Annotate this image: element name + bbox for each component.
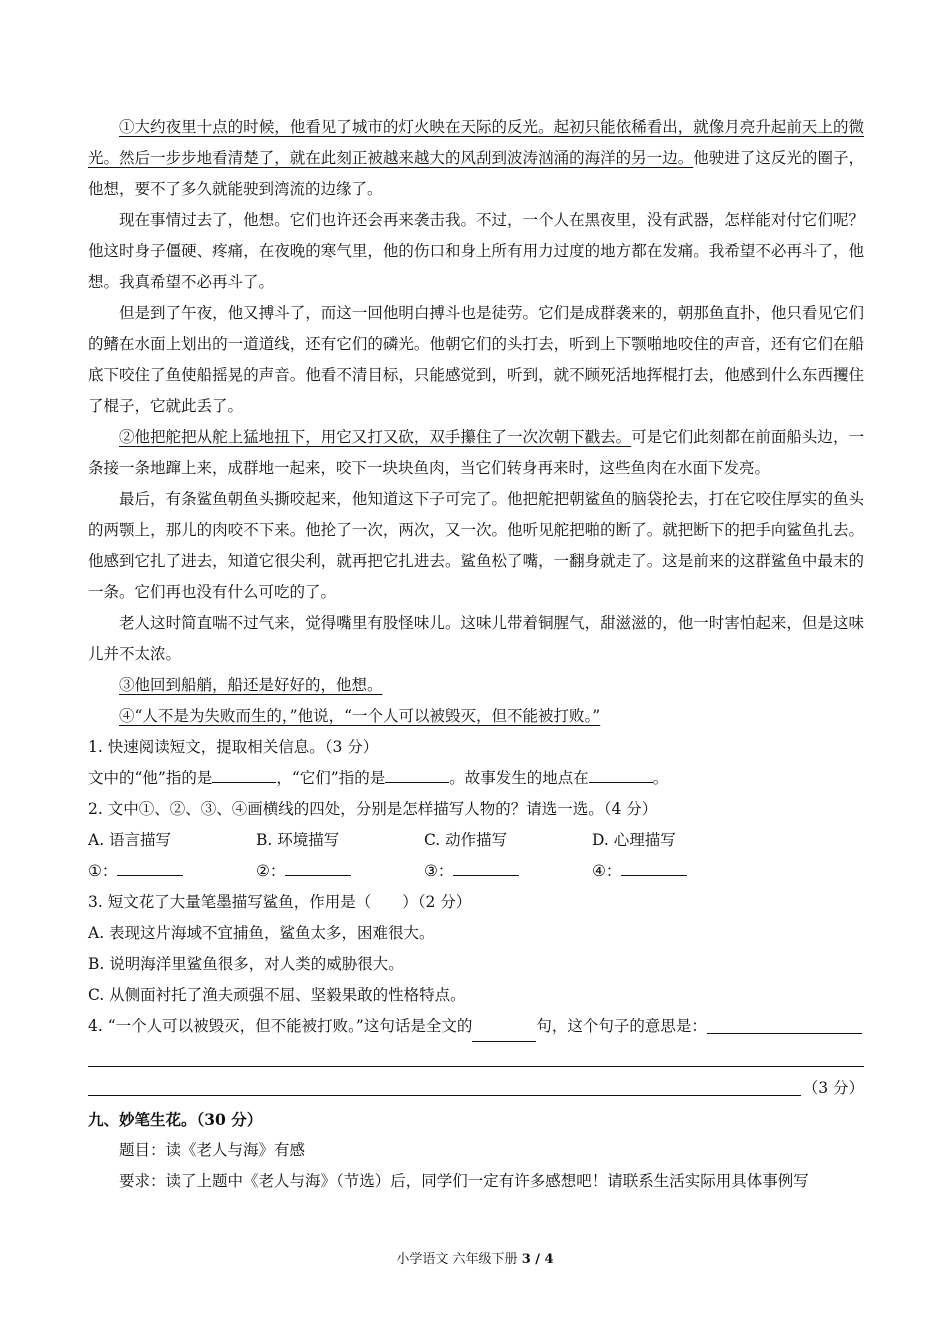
answer-blank-3[interactable] — [453, 859, 519, 876]
answer-blank-he[interactable] — [212, 766, 276, 783]
answer-blank-tamen[interactable] — [385, 766, 449, 783]
question-2-title: 2. 文中①、②、③、④画横线的四处，分别是怎样描写人物的？请选一选。（4 分） — [88, 800, 658, 818]
question-4-score: （3 分） — [802, 1079, 864, 1097]
question-3-option-c: C. 从侧面衬托了渔夫顽强不屈、坚毅果敢的性格特点。 — [88, 986, 466, 1004]
passage-paragraph-8 — [88, 701, 864, 732]
passage-paragraph-5: 最后，有条鲨鱼朝鱼头撕咬起来，他知道这下子可完了。他把舵把朝鲨鱼的脑袋抡去，打在它咬住厚实的鱼头的两颚上，那儿的肉咬不下来。他抡了一次，两次，又一次。他听见舵把啪的断了。就把断下的把手向鲨鱼扎去。他感到它扎了进去，知道它很尖利，就再把它扎进去。鲨鱼松了嘴，一翻身就走了。这是前来的这群鲨鱼中最末的一条。它们再也没有什么可吃的了。 — [88, 490, 864, 601]
passage-paragraph-1: ①大约夜里十点的时候，他看见了城市的灯火映在天际的反光。起初只能依稀看出，就像月亮升起前天上的微光。然后一步步地看清楚了，就在此刻正被越来越大的风刮到波涛汹涌的海洋的另一边。他驶进了这反光的圈子，他想，要不了多久就能驶到湾流的边缘了。 — [88, 118, 864, 198]
option-b: B. 环境描写 — [256, 831, 340, 849]
question-1-title: 1. 快速阅读短文，提取相关信息。（3 分） — [88, 738, 379, 756]
answer-blank-sentence-type[interactable] — [472, 1025, 536, 1042]
option-d: D. 心理描写 — [592, 831, 676, 849]
answer-line-meaning-2[interactable] — [88, 1050, 864, 1067]
passage-paragraph-6: 老人这时简直喘不过气来，觉得嘴里有股怪味儿。这味儿带着铜腥气，甜滋滋的，他一时害怕起来，但是这味儿并不太浓。 — [88, 614, 864, 663]
option-a: A. 语言描写 — [88, 831, 172, 849]
underlined-sentence-3: ③他回到船艄，船还是好好的，他想。 — [119, 676, 383, 694]
page-number: 3 / 4 — [521, 1252, 554, 1267]
option-c: C. 动作描写 — [424, 831, 508, 849]
passage-paragraph-7 — [88, 670, 864, 701]
question-3-option-b: B. 说明海洋里鲨鱼很多，对人类的威胁很大。 — [88, 955, 404, 973]
answer-line-meaning-3[interactable] — [88, 1079, 801, 1096]
answer-line-meaning-1[interactable] — [707, 1017, 862, 1034]
section-9-title: 九、妙笔生花。（30 分） — [88, 1110, 263, 1129]
answer-blank-2[interactable] — [285, 859, 351, 876]
answer-slot-2: ②： — [256, 856, 424, 887]
section-9-requirement: 要求：读了上题中《老人与海》（节选）后，同学们一定有许多感想吧！请联系生活实际用具体事例写 — [119, 1172, 809, 1190]
answer-line-meaning-3-row — [88, 1073, 864, 1104]
answer-slot-4: ④： — [592, 856, 760, 887]
question-3-option-a: A. 表现这片海域不宜捕鱼，鲨鱼太多，困难很大。 — [88, 924, 435, 942]
passage-paragraph-4: ②他把舵把从舵上猛地扭下，用它又打又砍，双手攥住了一次次朝下戳去。可是它们此刻都在前面船头边，一条接一条地蹿上来，成群地一起来，咬下一块块鱼肉，当它们转身再来时，这些鱼肉在水面下发亮。 — [88, 428, 864, 477]
answer-blank-1[interactable] — [117, 859, 183, 876]
page-footer: 小学语文 六年级下册 3 / 4 — [396, 1252, 554, 1267]
answer-blank-4[interactable] — [621, 859, 687, 876]
underlined-sentence-2: ②他把舵把从舵上猛地扭下，用它又打又砍，双手攥住了一次次朝下戳去。 — [119, 428, 632, 446]
question-4-line: 4. “一个人可以被毁灭，但不能被打败。”这句话是全文的 句，这个句子的意思是： — [88, 1011, 864, 1042]
underlined-sentence-4: ④“人不是为失败而生的，”他说，“一个人可以被毁灭，但不能被打败。” — [119, 707, 601, 725]
question-1-blanks: 文中的“他”指的是 ，“它们”指的是 。故事发生的地点在 。 — [88, 763, 864, 794]
section-9-topic: 题目：读《老人与海》有感 — [119, 1141, 306, 1159]
answer-slot-3: ③： — [424, 856, 592, 887]
question-3-title: 3. 短文花了大量笔墨描写鲨鱼，作用是（ ）（2 分） — [88, 893, 472, 911]
answer-blank-location[interactable] — [589, 766, 653, 783]
exam-page — [88, 112, 864, 1197]
question-2-options — [88, 825, 864, 856]
passage-paragraph-2: 现在事情过去了，他想。它们也许还会再来袭击我。不过，一个人在黑夜里，没有武器，怎样能对付它们呢？他这时身子僵硬、疼痛，在夜晚的寒气里，他的伤口和身上所有用力过度的地方都在发痛。我希望不必再斗了，他想。我真希望不必再斗了。 — [88, 211, 864, 291]
passage-paragraph-3: 但是到了午夜，他又搏斗了，而这一回他明白搏斗也是徒劳。它们是成群袭来的，朝那鱼直扑，他只看见它们的鳍在水面上划出的一道道线，还有它们的磷光。他朝它们的头打去，听到上下颚啪地咬住的声音，还有它们在船底下咬住了鱼使船摇晃的声音。他看不清目标，只能感觉到，听到，就不顾死活地挥棍打去，他感到什么东西攫住了棍子，它就此丢了。 — [88, 304, 864, 415]
underlined-sentence-1: ①大约夜里十点的时候，他看见了城市的灯火映在天际的反光。起初只能依稀看出，就像月亮升起前天上的微光。然后一步步地看清楚了，就在此刻正被越来越大的风刮到波涛汹涌的海洋的另一边。 — [88, 118, 864, 167]
answer-slot-1: ①： — [88, 856, 256, 887]
question-2-answers — [88, 856, 864, 887]
